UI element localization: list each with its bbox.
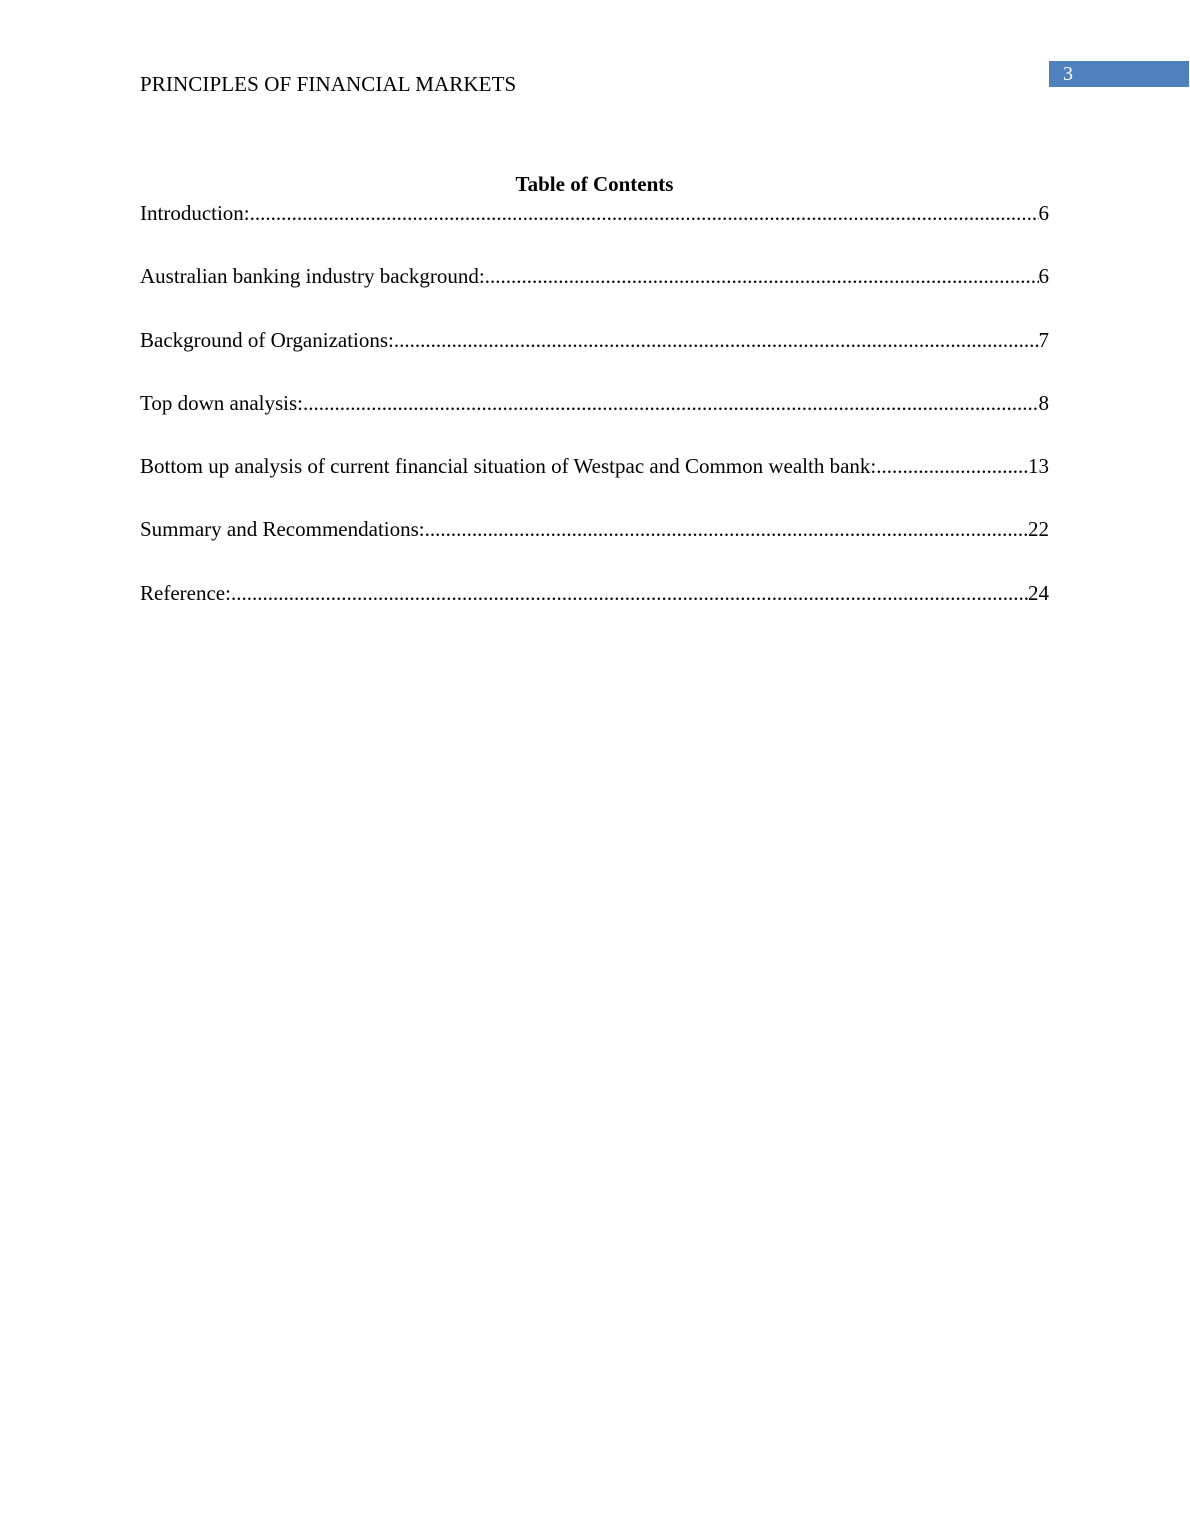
toc-dot-leader	[394, 326, 1039, 354]
toc-entry-background-organizations[interactable]	[140, 326, 1049, 354]
toc-dot-leader	[250, 199, 1039, 227]
toc-entry-introduction[interactable]	[140, 199, 1049, 227]
toc-entry-title: Reference:	[140, 580, 231, 605]
toc-dot-leader	[425, 515, 1028, 543]
toc-entry-page: 13	[1028, 454, 1049, 479]
running-head: PRINCIPLES OF FINANCIAL MARKETS	[140, 72, 517, 96]
toc-entry-page: 8	[1038, 390, 1049, 415]
toc-entry-reference[interactable]	[140, 579, 1049, 607]
toc-entry-title: Bottom up analysis of current financial situation of Westpac and Common wealth bank:	[140, 454, 877, 479]
toc-dot-leader	[876, 452, 1028, 480]
toc-entry-summary-recommendations[interactable]	[140, 515, 1049, 543]
page-number: 3	[1063, 63, 1073, 85]
toc-entry-page: 6	[1038, 264, 1049, 289]
toc-dot-leader	[485, 262, 1039, 290]
toc-entry-title: Australian banking industry background:	[140, 264, 485, 289]
table-of-contents	[140, 199, 1049, 607]
toc-entry-page: 7	[1038, 327, 1049, 352]
toc-entry-top-down-analysis[interactable]	[140, 389, 1049, 417]
toc-entry-title: Top down analysis:	[140, 390, 304, 415]
toc-entry-australian-banking[interactable]	[140, 262, 1049, 290]
toc-entry-title: Background of Organizations:	[140, 327, 394, 352]
toc-entry-title: Summary and Recommendations:	[140, 517, 425, 542]
toc-dot-leader	[303, 389, 1038, 417]
toc-entry-title: Introduction:	[140, 201, 250, 225]
toc-entry-page: 6	[1038, 201, 1049, 225]
toc-entry-bottom-up-analysis[interactable]	[140, 452, 1049, 480]
page-number-badge	[1049, 61, 1189, 87]
toc-entry-page: 24	[1028, 580, 1049, 605]
toc-dot-leader	[231, 579, 1028, 607]
toc-heading: Table of Contents	[515, 172, 674, 196]
toc-entry-page: 22	[1028, 517, 1049, 542]
